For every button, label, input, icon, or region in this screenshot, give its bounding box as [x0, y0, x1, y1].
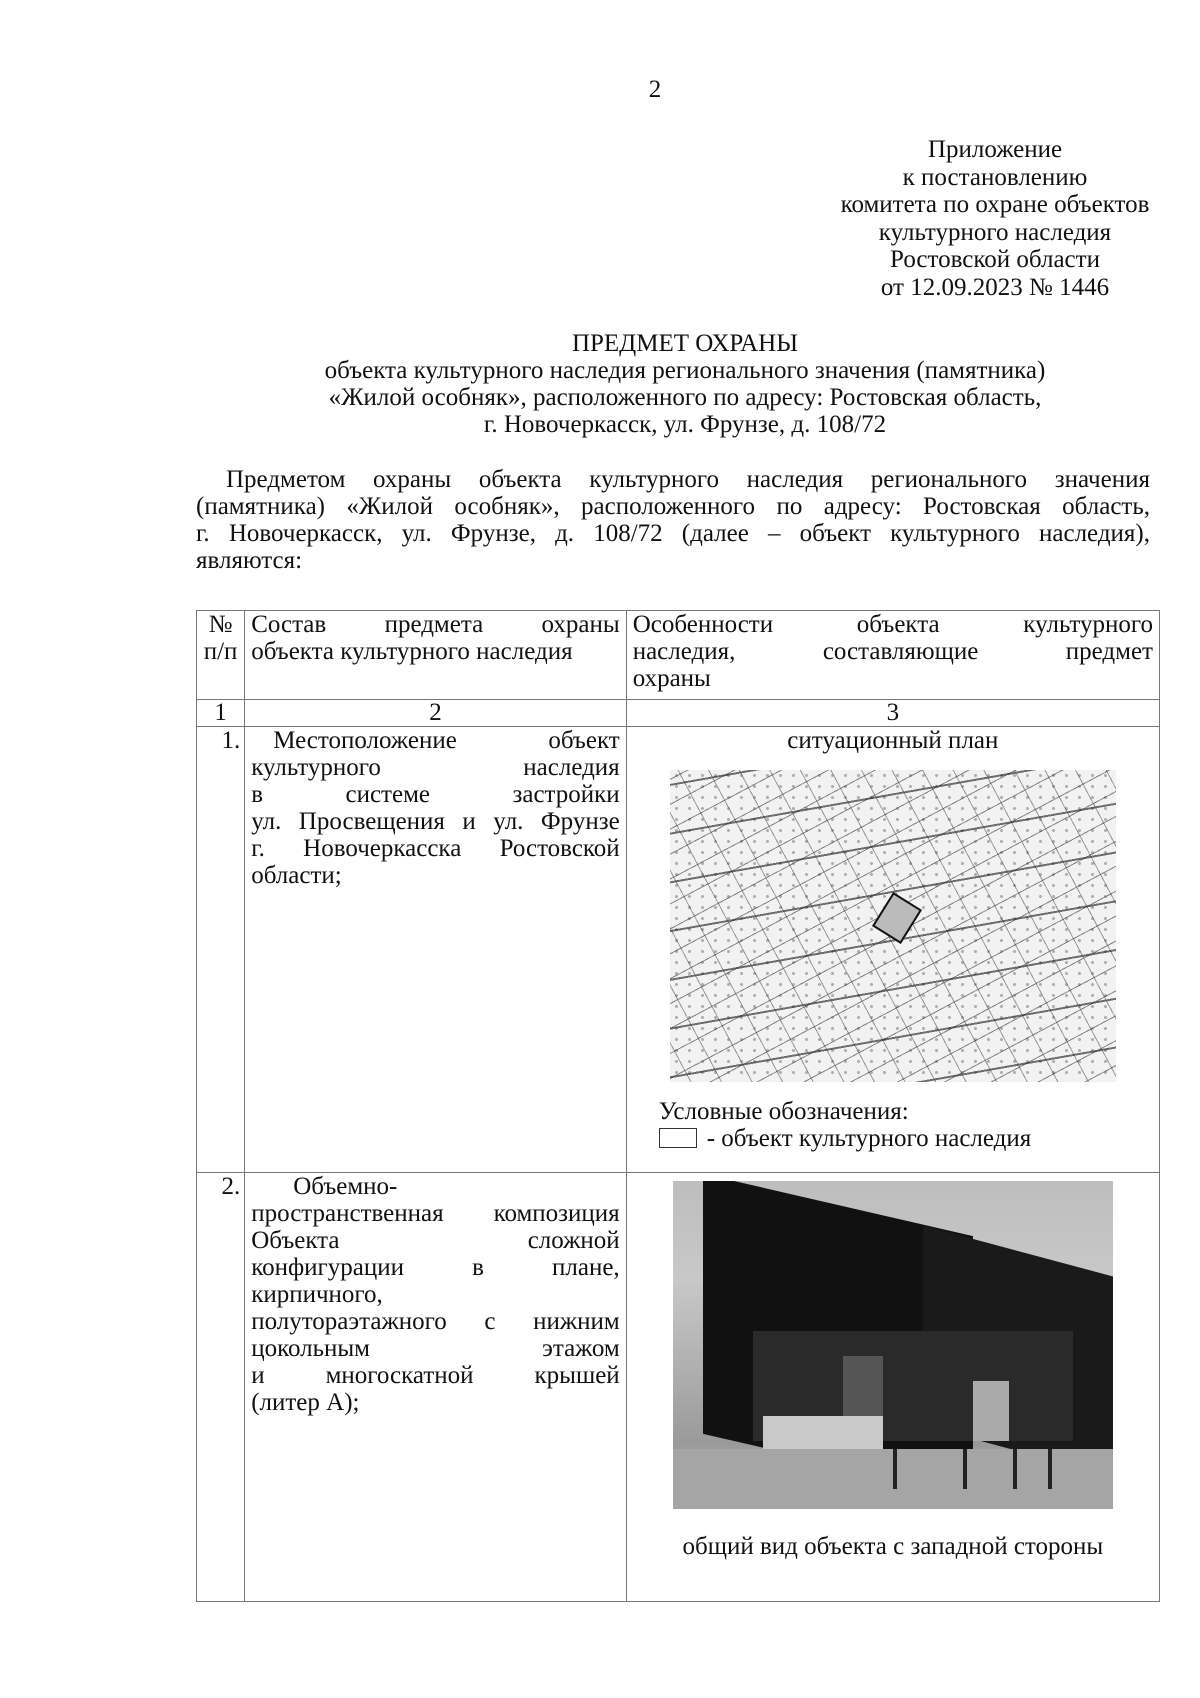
title-line: г. Новочеркасск, ул. Фрунзе, д. 108/72 — [483, 411, 887, 438]
appendix-line: культурного наследия — [878, 218, 1112, 246]
document-title — [180, 330, 1190, 438]
column-number: 2 — [245, 700, 627, 727]
heritage-object-marker-icon — [872, 892, 922, 944]
map-legend — [633, 1098, 1153, 1152]
legend-item-label: - объект культурного наследия — [706, 1125, 1032, 1152]
appendix-line: от 12.09.2023 № 1446 — [880, 273, 1110, 301]
row-number: 2. — [197, 1173, 245, 1602]
intro-paragraph — [196, 466, 1150, 574]
protection-subject-table — [196, 610, 1160, 1602]
situation-plan-map-icon — [670, 770, 1116, 1082]
appendix-line: комитета по охране объектов — [840, 191, 1150, 218]
legend-title: Условные обозначения: — [658, 1098, 909, 1125]
header-num: № п/п — [197, 611, 245, 700]
building-photo-icon — [673, 1181, 1113, 1509]
table-header-row — [197, 611, 1160, 700]
row-composition: Местоположение объект культурного наследия в системе застройки ул. Просвещения и ул. Фрунзе г. Новочеркасска Ростовской области; — [245, 727, 627, 1173]
intro-line: являются: — [196, 547, 303, 574]
intro-line: (памятника) «Жилой особняк», расположенного по адресу: Ростовская область, — [196, 493, 1150, 520]
page-number: 2 — [648, 76, 662, 103]
appendix-line: Приложение — [927, 136, 1063, 163]
row-number: 1. — [197, 727, 245, 1173]
appendix-line: Ростовской области — [890, 246, 1100, 273]
intro-line: Предметом охраны объекта культурного наследия регионального значения — [226, 466, 1150, 493]
appendix-header — [760, 136, 1200, 301]
appendix-line: к постановлению — [902, 163, 1088, 191]
title-line: объекта культурного наследия регионального значения (памятника) — [324, 357, 1046, 384]
row-features — [626, 727, 1159, 1173]
intro-line: г. Новочеркасск, ул. Фрунзе, д. 108/72 (далее – объект культурного наследия), — [196, 520, 1150, 547]
situation-plan-title: ситуационный план — [787, 727, 999, 754]
title-line: «Жилой особняк», расположенного по адресу: Ростовская область, — [328, 384, 1042, 411]
legend-item — [659, 1125, 1153, 1152]
title-heading: ПРЕДМЕТ ОХРАНЫ — [571, 330, 799, 357]
table-row — [197, 727, 1160, 1173]
row-features — [626, 1173, 1159, 1602]
column-number: 3 — [626, 700, 1159, 727]
column-number: 1 — [197, 700, 245, 727]
header-composition: Состав предмета охраны объекта культурного наследия — [245, 611, 627, 700]
photo-caption: общий вид объекта с западной стороны — [682, 1533, 1104, 1560]
column-numbers-row — [197, 700, 1160, 727]
header-features: Особенности объекта культурного наследия, составляющие предмет охраны — [626, 611, 1159, 700]
table-row — [197, 1173, 1160, 1602]
legend-box-icon — [659, 1128, 697, 1148]
row-composition: Объемно- пространственная композиция Объекта сложной конфигурации в плане, кирпичного, полутораэтажного с нижним цокольным этажом и многоскатной крышей (литер А); — [245, 1173, 627, 1602]
